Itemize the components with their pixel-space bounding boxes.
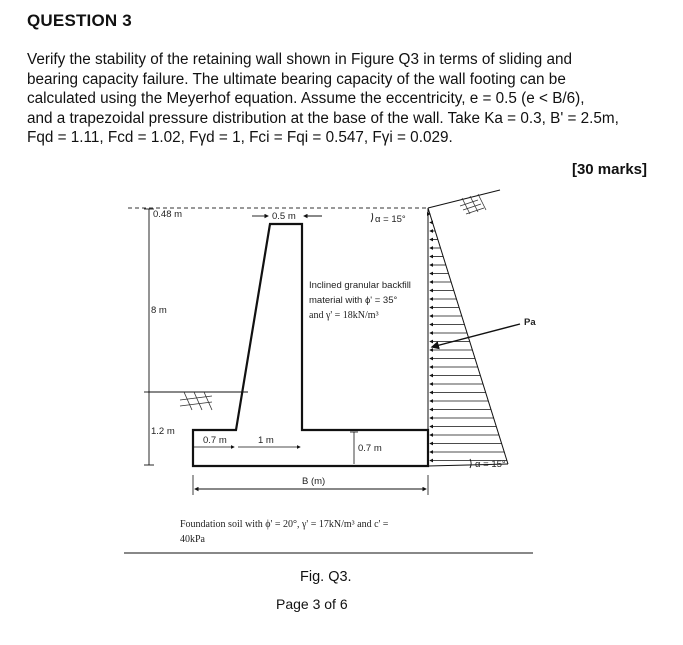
- backfill-text-line-2: material with ϕ' = 35°: [309, 295, 398, 306]
- toe-soil-hatch: [180, 392, 212, 410]
- active-force-label: Pa: [524, 317, 536, 328]
- stem-base-width-label: 1 m: [258, 435, 274, 446]
- active-force-arrow: [432, 324, 520, 347]
- question-line-4: and a trapezoidal pressure distribution at the base of the wall. Take Ka = 0.3, B' = 2.5m,: [27, 109, 619, 127]
- alpha-top-label: α = 15°: [375, 214, 406, 225]
- base-width-label: B (m): [302, 476, 326, 487]
- backfill-surface-line: [428, 190, 500, 208]
- backfill-text-line-3: and γ' = 18kN/m³: [309, 310, 379, 321]
- top-width-label: 0.48 m: [153, 209, 183, 220]
- question-heading: QUESTION 3: [27, 11, 132, 30]
- figure-caption: Fig. Q3.: [300, 569, 352, 585]
- retaining-wall-outline: [193, 224, 428, 466]
- base-thickness-label: 0.7 m: [358, 443, 382, 454]
- question-line-5: Fqd = 1.11, Fcd = 1.02, Fγd = 1, Fci = Fqi = 0.547, Fγi = 0.029.: [27, 129, 453, 147]
- pressure-diagram-edge: [428, 208, 508, 464]
- foundation-text-line-1: Foundation soil with ϕ' = 20°, γ' = 17kN/m³ and c' =: [180, 519, 389, 530]
- marks-label: [30 marks]: [571, 161, 647, 178]
- height-label: 8 m: [151, 305, 167, 316]
- question-line-3: calculated using the Meyerhof equation. Assume the eccentricity, e = 0.5 (e < B/6),: [27, 90, 585, 108]
- foundation-text-line-2: 40kPa: [180, 534, 205, 545]
- question-line-1: Verify the stability of the retaining wall shown in Figure Q3 in terms of sliding and: [27, 51, 573, 68]
- embedment-label: 1.2 m: [151, 426, 175, 437]
- backfill-text-line-1: Inclined granular backfill: [309, 280, 411, 291]
- alpha-bottom-label: α = 15°: [475, 459, 506, 470]
- page-number: Page 3 of 6: [276, 596, 348, 612]
- toe-width-label: 0.7 m: [203, 435, 227, 446]
- question-line-2: bearing capacity failure. The ultimate bearing capacity of the wall footing can be: [27, 70, 566, 88]
- stem-top-width-label: 0.5 m: [272, 211, 296, 222]
